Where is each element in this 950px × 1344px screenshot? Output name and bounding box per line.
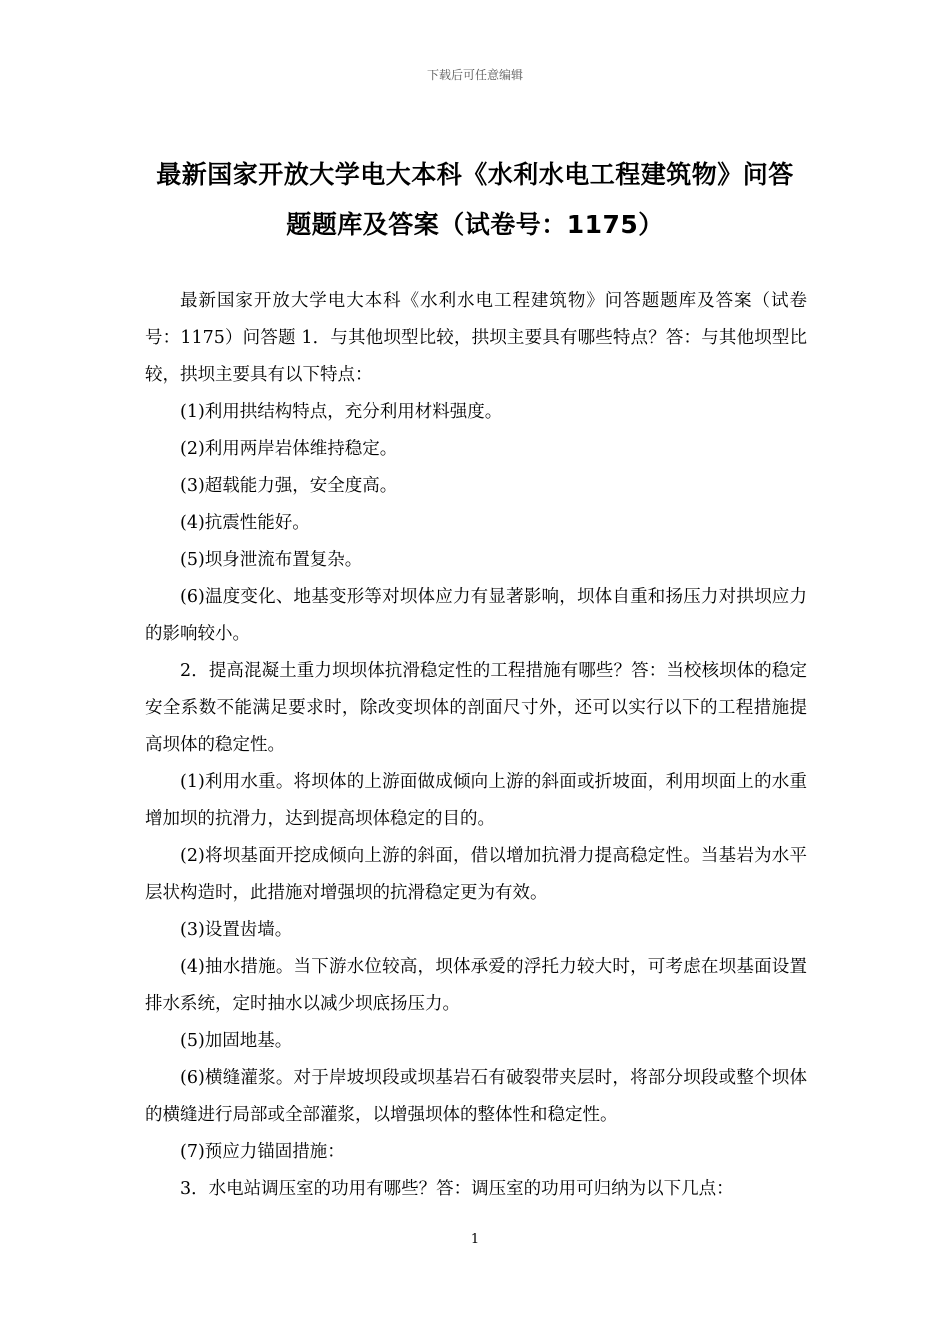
paragraph: (3)设置齿墙。 xyxy=(180,920,293,940)
paragraph: (5)加固地基。 xyxy=(180,1031,293,1051)
page-number: 1 xyxy=(470,1232,480,1247)
paragraph: (4)抗震性能好。 xyxy=(180,513,310,533)
paragraph: (1)利用水重。将坝体的上游面做成倾向上游的斜面或折坡面，利用坝面上的水重增加坝的抗滑力，达到提高坝体稳定的目的。 xyxy=(145,772,807,829)
paragraph: (7)预应力锚固措施： xyxy=(180,1142,345,1162)
paragraph: (6)横缝灌浆。对于岸坡坝段或坝基岩石有破裂带夹层时，将部分坝段或整个坝体的横缝进行局部或全部灌浆，以增强坝体的整体性和稳定性。 xyxy=(145,1068,807,1125)
document-body xyxy=(145,283,807,1208)
document-title: 最新国家开放大学电大本科《水利水电工程建筑物》问答题题库及答案（试卷号：1175） xyxy=(156,160,794,239)
paragraph: (3)超载能力强，安全度高。 xyxy=(180,476,398,496)
paragraph: (2)将坝基面开挖成倾向上游的斜面，借以增加抗滑力提高稳定性。当基岩为水平层状构造时，此措施对增强坝的抗滑稳定更为有效。 xyxy=(145,846,807,903)
paragraph: (6)温度变化、地基变形等对坝体应力有显著影响，坝体自重和扬压力对拱坝应力的影响较小。 xyxy=(145,587,807,644)
paragraph: (5)坝身泄流布置复杂。 xyxy=(180,550,363,570)
paragraph: (2)利用两岸岩体维持稳定。 xyxy=(180,439,398,459)
paragraph: 2．提高混凝土重力坝坝体抗滑稳定性的工程措施有哪些？答：当校核坝体的稳定安全系数不能满足要求时，除改变坝体的剖面尺寸外，还可以实行以下的工程措施提高坝体的稳定性。 xyxy=(145,661,807,755)
paragraph: (1)利用拱结构特点，充分利用材料强度。 xyxy=(180,402,503,422)
paragraph: 最新国家开放大学电大本科《水利水电工程建筑物》问答题题库及答案（试卷号：1175）问答题 1．与其他坝型比较，拱坝主要具有哪些特点？答：与其他坝型比较，拱坝主要具有以下特点： xyxy=(145,291,807,385)
paragraph: (4)抽水措施。当下游水位较高，坝体承爱的浮托力较大时，可考虑在坝基面设置排水系统，定时抽水以减少坝底扬压力。 xyxy=(145,957,807,1014)
paragraph: 3．水电站调压室的功用有哪些？答：调压室的功用可归纳为以下几点： xyxy=(180,1179,734,1199)
header-note: 下载后可任意编辑 xyxy=(426,68,523,82)
